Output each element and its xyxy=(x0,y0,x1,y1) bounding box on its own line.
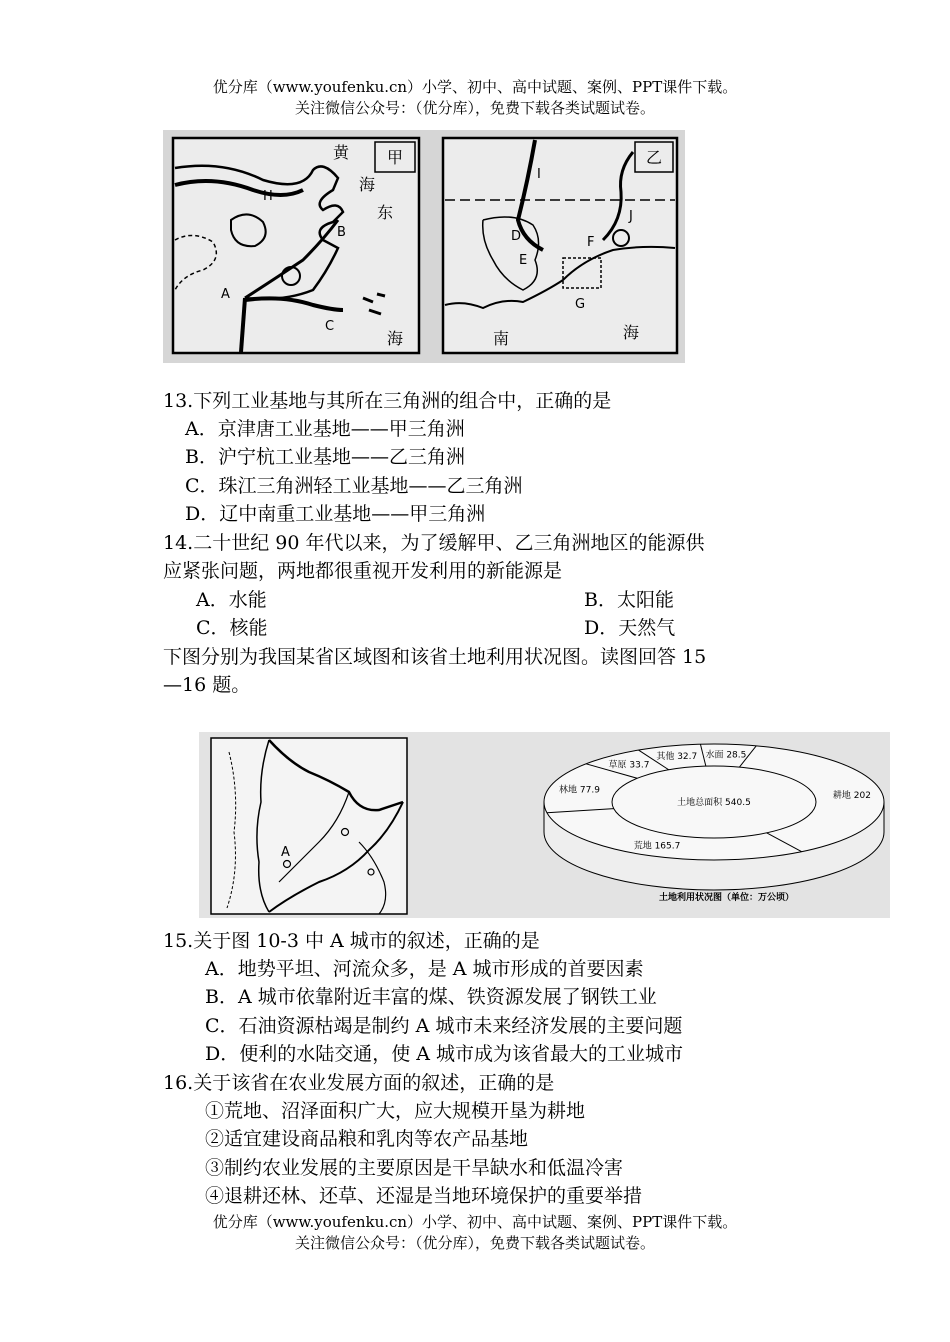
q15-option-d: D．便利的水陆交通，使 A 城市成为该省最大的工业城市 xyxy=(205,1043,684,1065)
pie-slice-label: 水面 28.5 xyxy=(705,750,747,761)
q14-option-a: A．水能 xyxy=(196,589,267,611)
q13-option-c: C．珠江三角洲轻工业基地——乙三角洲 xyxy=(185,475,523,497)
map-yi-point-g: G xyxy=(575,297,586,312)
q13-option-a: A．京津唐工业基地——甲三角洲 xyxy=(185,418,465,440)
intro-line-1: 下图分别为我国某省区域图和该省土地利用状况图。读图回答 15 xyxy=(163,646,707,668)
map-yi-sea-1: 南 xyxy=(493,329,510,348)
map-yi-sea-2: 海 xyxy=(623,323,640,342)
pie-slice-label: 耕地 202 xyxy=(832,791,871,802)
footer-line-1: 优分库（www.youfenku.cn）小学、初中、高中试题、案例、PPT课件下载。 xyxy=(212,1213,738,1231)
province-city-a-label: A xyxy=(281,845,290,860)
q14-stem-line-2: 应紧张问题，两地都很重视开发利用的新能源是 xyxy=(163,560,563,582)
q16-option-2: ②适宜建设商品粮和乳肉等农产品基地 xyxy=(205,1128,529,1150)
map-jia-lake xyxy=(231,214,266,246)
q15-stem: 15.关于图 10-3 中 A 城市的叙述，正确的是 xyxy=(163,930,540,952)
q15-option-b: B．A 城市依靠附近丰富的煤、铁资源发展了钢铁工业 xyxy=(205,986,657,1008)
map-jia-tag: 甲 xyxy=(386,148,404,167)
map-yi-point-f: F xyxy=(587,235,595,250)
q16-option-4: ④退耕还林、还草、还湿是当地环境保护的重要举措 xyxy=(205,1185,643,1207)
map-yi-tag: 乙 xyxy=(645,148,663,167)
header-line-1: 优分库（www.youfenku.cn）小学、初中、高中试题、案例、PPT课件下载。 xyxy=(212,78,738,96)
map-jia-point-c: C xyxy=(325,319,335,334)
delta-maps-svg xyxy=(163,130,685,363)
province-city-a-marker xyxy=(284,861,291,868)
pie-slice-label: 荒地 165.7 xyxy=(633,841,681,852)
pie-slice-label: 林地 77.9 xyxy=(559,785,600,796)
map-jia-sea-1: 黄 xyxy=(333,143,350,162)
map-jia-point-b: B xyxy=(337,225,346,240)
footer-line-2: 关注微信公众号：（优分库），免费下载各类试题试卷。 xyxy=(294,1234,655,1252)
pie-slice-label: 其他 32.7 xyxy=(656,752,698,763)
q13-option-b: B．沪宁杭工业基地——乙三角洲 xyxy=(185,446,465,468)
q15-option-a: A．地势平坦、河流众多，是 A 城市形成的首要因素 xyxy=(205,958,644,980)
map-jia-point-a: A xyxy=(221,287,230,302)
province-city-marker-2 xyxy=(342,829,349,836)
q16-option-1: ①荒地、沼泽面积广大，应大规模开垦为耕地 xyxy=(205,1100,586,1122)
pie-chart xyxy=(544,744,884,903)
q13-stem: 13.下列工业基地与其所在三角洲的组合中，正确的是 xyxy=(163,390,612,412)
q16-option-3: ③制约农业发展的主要原因是干旱缺水和低温冷害 xyxy=(205,1157,624,1179)
map-yi-point-j: J xyxy=(629,209,633,224)
delta-maps-figure xyxy=(163,130,685,363)
province-figure xyxy=(199,732,890,918)
map-yi-point-e: E xyxy=(519,253,528,268)
pie-slice-label: 草原 33.7 xyxy=(608,760,650,771)
pie-center-label: 土地总面积 540.5 xyxy=(677,798,751,808)
q13-option-d: D．辽中南重工业基地——甲三角洲 xyxy=(185,503,486,525)
header-line-2: 关注微信公众号：（优分库），免费下载各类试题试卷。 xyxy=(294,99,655,117)
province-city-marker-3 xyxy=(368,869,374,875)
q14-option-d: D．天然气 xyxy=(584,617,676,639)
intro-line-2: —16 题。 xyxy=(163,674,251,696)
map-jia-point-h: H xyxy=(263,189,273,204)
map-jia-sea-3: 东 xyxy=(377,203,394,222)
map-yi-point-i: I xyxy=(537,167,541,182)
q14-option-b: B．太阳能 xyxy=(584,589,674,611)
map-jia-sea-2: 海 xyxy=(359,175,376,194)
pie-caption: 土地利用状况图（单位：万公顷） xyxy=(659,893,795,903)
map-jia-sea-4: 海 xyxy=(387,329,404,348)
map-yi-point-d: D xyxy=(511,229,522,244)
q15-option-c: C．石油资源枯竭是制约 A 城市未来经济发展的主要问题 xyxy=(205,1015,683,1037)
q14-stem-line-1: 14.二十世纪 90 年代以来，为了缓解甲、乙三角洲地区的能源供 xyxy=(163,532,705,554)
q16-stem: 16.关于该省在农业发展方面的叙述，正确的是 xyxy=(163,1072,555,1094)
q14-option-c: C．核能 xyxy=(196,617,268,639)
province-figure-svg xyxy=(199,732,890,918)
